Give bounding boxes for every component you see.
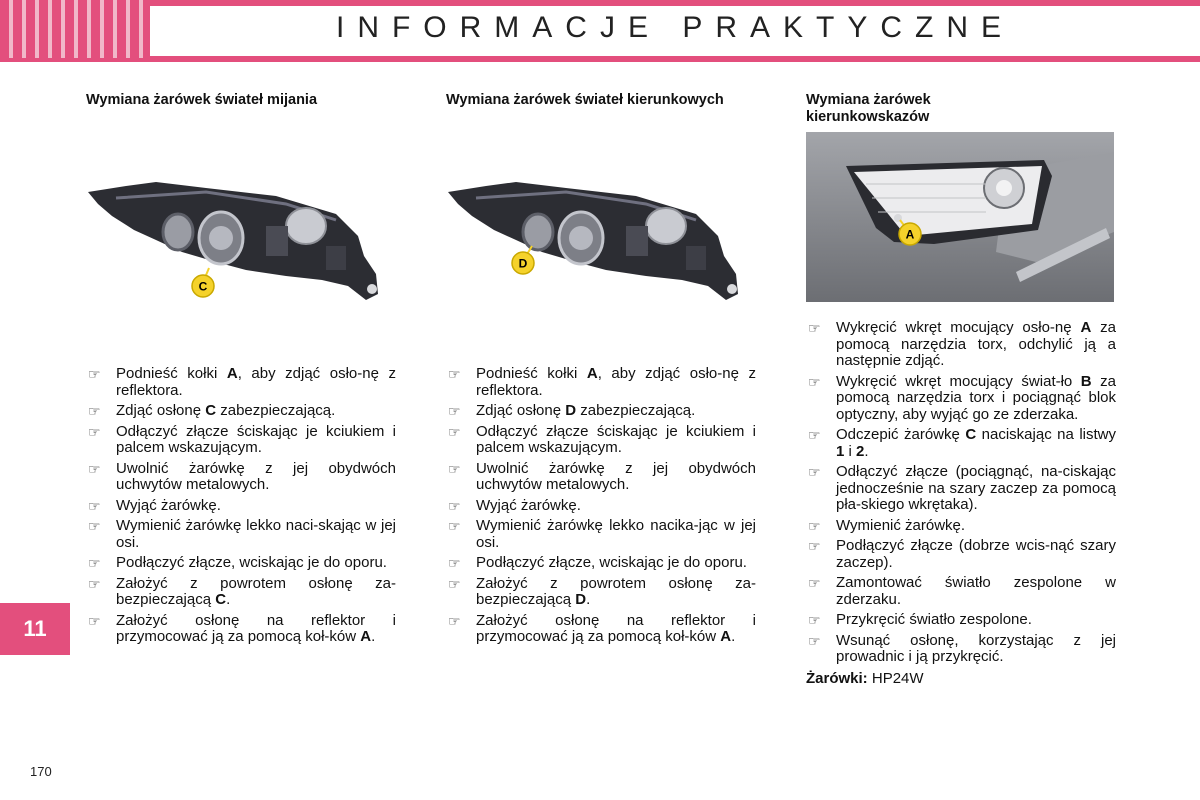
pointing-hand-icon: ☞ [808, 612, 821, 628]
bumper-indicator-photo-icon [806, 132, 1114, 302]
list-item: ☞ Odłączyć złącze (pociągnąć, na-ciskając jednocześnie na szary zaczep za pomocą pła-skiego wkrętaka). [808, 463, 1116, 513]
callout-label: A [905, 227, 915, 242]
column-low-beam [86, 92, 396, 650]
pointing-hand-icon: ☞ [808, 575, 821, 591]
headlamp-rear-illustration-icon [446, 176, 756, 346]
list-item: ☞ Wyjąć żarówkę. [88, 496, 221, 514]
list-item: ☞ Przykręcić światło zespolone. [808, 611, 1032, 628]
pointing-hand-icon: ☞ [808, 427, 821, 443]
list-item: ☞ Wsunąć osłonę, korzystając z jej prowadnic i ją przykręcić. [808, 631, 1116, 665]
pointing-hand-icon: ☞ [448, 555, 461, 571]
list-item: ☞ Założyć osłonę na reflektor i przymocować ją za pomocą koł-ków A. [448, 611, 756, 645]
list-item: ☞ Odczepić żarówkę C naciskając na listwy 1 i 2. [808, 426, 1117, 460]
list-item: ☞ Zdjąć osłonę C zabezpieczającą. [88, 402, 336, 419]
section-title: Wymiana żarówek świateł mijania [86, 92, 318, 108]
callout-label: C [198, 279, 208, 294]
callout-label: D [518, 256, 528, 271]
list-item: ☞ Odłączyć złącze ściskając je kciukiem i palcem wskazującym. [88, 422, 396, 456]
header-stripes [0, 0, 150, 62]
pointing-hand-icon: ☞ [88, 612, 101, 629]
section-title: Wymiana żarówek kierunkowskazów [806, 92, 931, 125]
list-item: ☞ Wymienić żarówkę lekko nacika-jąc w jej osi. [448, 517, 756, 551]
list-item: ☞ Założyć z powrotem osłonę za-bezpieczającą D. [448, 574, 756, 608]
section-title: Wymiana żarówek świateł kierunkowych [446, 92, 724, 108]
list-item: ☞ Wykręcić wkręt mocujący świat-ło B za pomocą narzędzia torx i pociągnąć blok optyczny, aby wyjąć go ze zderzaka. [808, 372, 1116, 423]
list-item: ☞ Wykręcić wkręt mocujący osło-nę A za pomocą narzędzia torx, odchylić ją a następnie zdjąć. [808, 319, 1116, 369]
chapter-tab: 11 [0, 603, 70, 655]
pointing-hand-icon: ☞ [448, 423, 461, 440]
page-title: INFORMACJE PRAKTYCZNE [150, 6, 1200, 56]
list-item: ☞ Zamontować światło zespolone w zderzaku. [808, 574, 1116, 608]
bulb-label: Żarówki: [806, 669, 868, 687]
headlamp-rear-illustration-icon [86, 176, 396, 346]
pointing-hand-icon: ☞ [448, 460, 461, 477]
pointing-hand-icon: ☞ [88, 403, 101, 419]
column-indicators [806, 92, 1116, 687]
list-item: ☞ Zdjąć osłonę D zabezpieczającą. [448, 402, 696, 419]
pointing-hand-icon: ☞ [808, 538, 821, 554]
list-item: ☞ Podłączyć złącze (dobrze wcis-nąć szary zaczep). [808, 537, 1116, 571]
list-item: ☞ Wymienić żarówkę. [808, 516, 966, 534]
pointing-hand-icon: ☞ [448, 497, 461, 514]
list-item: ☞ Podnieść kołki A, aby zdjąć osło-nę z reflektora. [448, 365, 756, 399]
pointing-hand-icon: ☞ [88, 423, 101, 440]
list-item: ☞ Założyć z powrotem osłonę za-bezpieczającą C. [88, 574, 396, 608]
steps-list [86, 366, 396, 646]
bulb-type [806, 670, 1116, 687]
steps-list [446, 366, 756, 646]
pointing-hand-icon: ☞ [88, 575, 101, 592]
list-item: ☞ Odłączyć złącze ściskając je kciukiem i palcem wskazującym. [448, 422, 756, 456]
column-turn-lights [446, 92, 756, 650]
pointing-hand-icon: ☞ [88, 460, 101, 477]
bulb-value: HP24W [867, 669, 924, 687]
pointing-hand-icon: ☞ [88, 366, 101, 382]
pointing-hand-icon: ☞ [448, 403, 461, 419]
list-item: ☞ Podłączyć złącze, wciskając je do oporu. [88, 554, 387, 571]
pointing-hand-icon: ☞ [448, 575, 461, 592]
page-header [0, 0, 1200, 62]
pointing-hand-icon: ☞ [448, 518, 461, 534]
list-item: ☞ Podnieść kołki A, aby zdjąć osło-nę z reflektora. [88, 365, 396, 399]
pointing-hand-icon: ☞ [808, 517, 821, 534]
list-item: ☞ Uwolnić żarówkę z jej obydwóch uchwytów metalowych. [448, 459, 756, 493]
pointing-hand-icon: ☞ [808, 320, 821, 336]
pointing-hand-icon: ☞ [808, 632, 821, 649]
steps-list [806, 320, 1116, 666]
header-divider [0, 58, 1200, 62]
pointing-hand-icon: ☞ [808, 464, 821, 480]
pointing-hand-icon: ☞ [88, 497, 101, 514]
list-item: ☞ Wyjąć żarówkę. [448, 496, 581, 514]
list-item: ☞ Założyć osłonę na reflektor i przymocować ją za pomocą koł-ków A. [88, 611, 396, 645]
list-item: ☞ Wymienić żarówkę lekko naci-skając w jej osi. [88, 517, 396, 551]
pointing-hand-icon: ☞ [88, 555, 101, 571]
pointing-hand-icon: ☞ [808, 373, 821, 390]
list-item: ☞ Uwolnić żarówkę z jej obydwóch uchwytów metalowych. [88, 459, 396, 493]
pointing-hand-icon: ☞ [448, 366, 461, 382]
list-item: ☞ Podłączyć złącze, wciskając je do oporu. [448, 554, 747, 571]
pointing-hand-icon: ☞ [88, 518, 101, 534]
page-number: 170 [30, 764, 52, 779]
pointing-hand-icon: ☞ [448, 612, 461, 629]
